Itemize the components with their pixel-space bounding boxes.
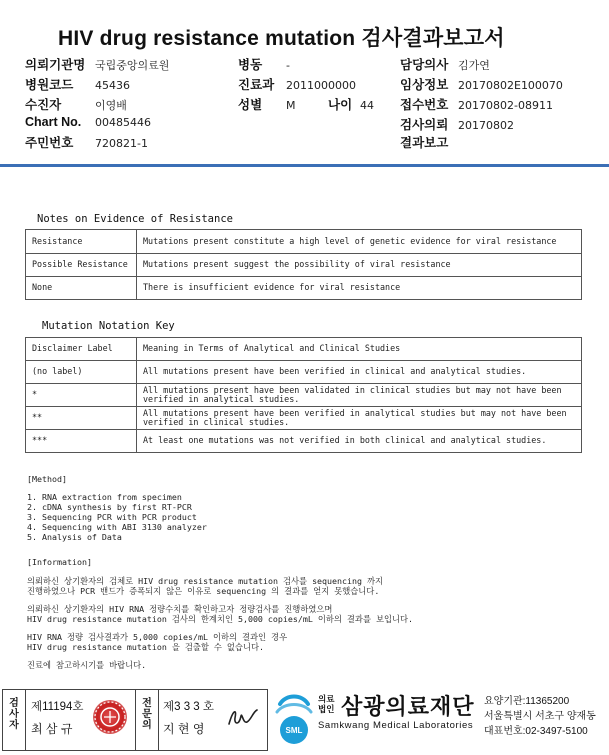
notation-header-row	[26, 338, 582, 361]
notation-label: ***	[26, 430, 137, 453]
specialist-label-cell	[135, 690, 159, 750]
header-row-request-date	[400, 115, 514, 133]
method-item: 1. RNA extraction from specimen	[27, 492, 182, 502]
header-value: -	[286, 59, 290, 72]
header-row-resident-no	[25, 133, 148, 151]
header-value: 20170802E100070	[458, 79, 563, 92]
address: 서울특별시 서초구 양재동	[484, 711, 596, 722]
method-title: [Method]	[27, 474, 67, 484]
header-row-report-date	[400, 133, 458, 151]
inspector-label-cell	[3, 690, 26, 750]
header-row-patient	[25, 95, 127, 113]
notation-text-line: All mutations present have been validated in clinical studies but may not have been	[143, 384, 562, 395]
header-value: M	[286, 99, 296, 112]
notation-label: (no label)	[26, 361, 137, 384]
header-row-hospital-code	[25, 75, 130, 93]
foundation-prefix	[318, 694, 334, 714]
notation-text-line: At least one mutations was not verified in both clinical and analytical studies.	[143, 435, 547, 446]
report-footer	[0, 688, 609, 755]
method-item: 3. Sequencing PCR with PCR product	[27, 512, 197, 522]
seal-pattern-icon	[93, 700, 127, 734]
notation-text	[137, 384, 582, 407]
specialist-label-text: 전문의	[142, 698, 152, 731]
phone-number: 대표번호:02-3497-5100	[484, 726, 588, 737]
contact-block	[484, 694, 596, 739]
header-label: 접수번호	[400, 98, 449, 112]
notation-row	[26, 430, 582, 453]
evidence-text: Mutations present constitute a high level of genetic evidence for viral resistance	[137, 230, 582, 254]
notation-text-line: verified in clinical studies.	[143, 417, 290, 427]
header-row-doctor	[400, 55, 490, 73]
header-label: 결과보고	[400, 136, 449, 150]
header-row-age	[328, 95, 374, 113]
header-label: 병원코드	[25, 78, 74, 92]
evidence-table	[25, 229, 582, 300]
inspector-label-text: 검사자	[9, 698, 19, 731]
notation-label: **	[26, 407, 137, 430]
header-value: 20170802	[458, 119, 514, 132]
header-value: 00485446	[95, 116, 151, 129]
inspector-label	[3, 690, 25, 731]
header-value: 2011000000	[286, 79, 356, 92]
method-list	[27, 492, 207, 542]
method-item: 2. cDNA synthesis by first RT-PCR	[27, 502, 192, 512]
header-divider	[0, 164, 609, 167]
evidence-section-title: Notes on Evidence of Resistance	[37, 213, 233, 225]
specialist-name: 지 현 영	[163, 722, 205, 736]
specialist-signature-icon	[225, 704, 261, 732]
header-row-receipt-no	[400, 95, 553, 113]
header-label: 병동	[238, 58, 263, 72]
header-label: 수진자	[25, 98, 62, 112]
header-value: 720821-1	[95, 137, 148, 150]
evidence-row	[26, 277, 582, 300]
inspector-name: 최 삼 규	[31, 722, 73, 736]
header-label: 주민번호	[25, 136, 74, 150]
evidence-text: Mutations present suggest the possibility of viral resistance	[137, 254, 582, 277]
header-row-department	[238, 75, 356, 93]
header-row-ward	[238, 55, 290, 73]
notation-row	[26, 384, 582, 407]
header-value: 국립중앙의료원	[95, 59, 170, 72]
evidence-row	[26, 230, 582, 254]
information-title: [Information]	[27, 557, 92, 567]
method-item: 4. Sequencing with ABI 3130 analyzer	[27, 522, 207, 532]
header-label: Chart No.	[25, 115, 82, 129]
org-code: 요양기관:11365200	[484, 696, 570, 707]
sml-logo	[272, 690, 316, 748]
header-label: 진료과	[238, 78, 275, 92]
sml-logo-icon	[272, 690, 316, 748]
notation-label: *	[26, 384, 137, 407]
header-label: 성별	[238, 98, 263, 112]
notation-text	[137, 361, 582, 384]
information-line: HIV drug resistance mutation 을 검출할 수 없습니다.	[27, 642, 264, 652]
information-line: HIV RNA 정량 검사결과가 5,000 copies/mL 이하의 결과인 경우	[27, 632, 288, 642]
evidence-row	[26, 254, 582, 277]
header-row-clinical-info	[400, 75, 563, 93]
notation-table	[25, 337, 582, 453]
report-title: HIV drug resistance mutation 검사결과보고서	[58, 27, 505, 50]
information-line: 진료에 참고하시기를 바랍니다.	[27, 660, 147, 670]
notation-section-title: Mutation Notation Key	[42, 320, 175, 332]
information-line: HIV drug resistance mutation 검사의 한계치인 5,000 copies/mL 이하의 결과를 보입니다.	[27, 614, 414, 624]
notation-text	[137, 407, 582, 430]
header-label: 나이	[328, 98, 353, 112]
header-label: 담당의사	[400, 58, 449, 72]
notation-text-line: All mutations present have been verified in analytical studies but may not have been	[143, 407, 567, 418]
information-line: 의뢰하신 상기환자의 HIV RNA 정량수치를 확인하고자 정량검사를 진행하였으며	[27, 604, 333, 614]
foundation-english-name: Samkwang Medical Laboratories	[318, 720, 474, 731]
inspector-license-no: 제11194호	[31, 701, 84, 713]
header-value: 44	[360, 99, 374, 112]
specialist-license-no: 제3 3 3 호	[163, 701, 214, 713]
information-line: 진행하였으나 PCR 밴드가 증폭되지 않은 이유로 sequencing 의 결과를 얻지 못했습니다.	[27, 586, 380, 596]
header-value: 이영배	[95, 99, 127, 112]
information-line: 의뢰하신 상기환자의 검체로 HIV drug resistance mutation 검사를 sequencing 까지	[27, 576, 384, 586]
foundation-prefix-top: 의료	[318, 694, 335, 704]
signature-box	[2, 689, 268, 751]
notation-header-label: Disclaimer Label	[26, 338, 137, 361]
notation-text	[137, 430, 582, 453]
sml-logo-text: SML	[285, 726, 303, 735]
specialist-label	[136, 690, 158, 731]
header-label: 의뢰기관명	[25, 58, 86, 72]
notation-text-line: verified in analytical studies.	[143, 394, 300, 404]
notation-row	[26, 407, 582, 430]
evidence-label: None	[26, 277, 137, 300]
notation-row	[26, 361, 582, 384]
header-label: 임상정보	[400, 78, 449, 92]
header-value: 김가연	[458, 59, 490, 72]
foundation-prefix-bottom: 법인	[318, 704, 335, 714]
method-item: 5. Analysis of Data	[27, 532, 122, 542]
evidence-label: Possible Resistance	[26, 254, 137, 277]
notation-text-line: All mutations present have been verified in clinical and analytical studies.	[143, 366, 527, 377]
header-label: 검사의뢰	[400, 118, 449, 132]
header-value: 20170802-08911	[458, 99, 553, 112]
evidence-label: Resistance	[26, 230, 137, 254]
notation-header-text: Meaning in Terms of Analytical and Clinical Studies	[137, 338, 582, 361]
header-value: 45436	[95, 79, 130, 92]
header-row-institution	[25, 55, 169, 73]
header-row-sex	[238, 95, 296, 113]
foundation-name: 삼광의료재단	[341, 694, 475, 719]
inspector-seal-icon	[93, 700, 127, 734]
evidence-text: There is insufficient evidence for viral resistance	[137, 277, 582, 300]
header-row-chart-no	[25, 115, 151, 129]
